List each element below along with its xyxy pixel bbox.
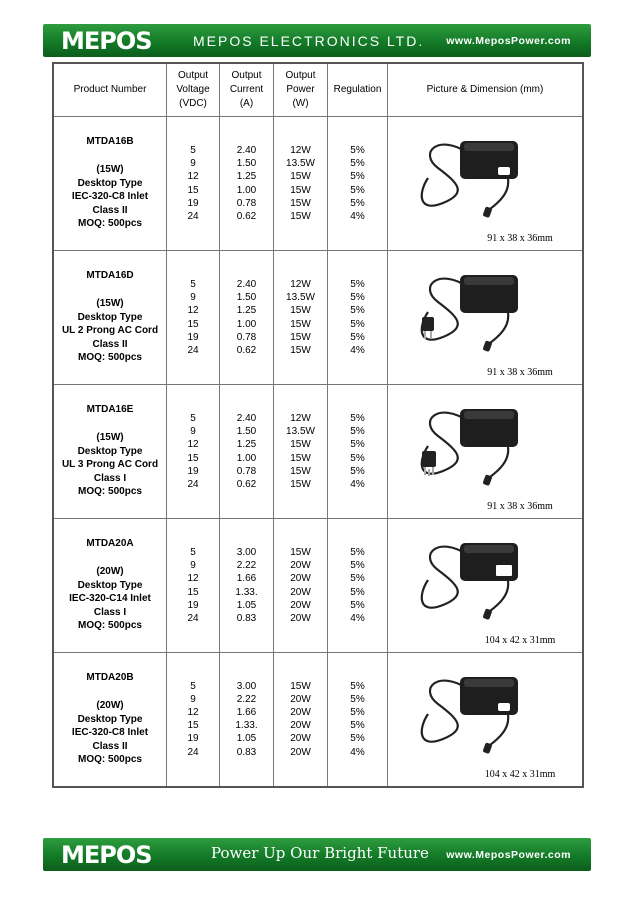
voltage-value: 15 <box>187 184 199 196</box>
current-value: 2.22 <box>236 560 257 572</box>
product-detail: (20W) <box>96 700 124 711</box>
adapter-c14-photo <box>388 519 582 652</box>
current-value: 1.05 <box>236 599 257 611</box>
product-cell <box>53 385 167 519</box>
power-value: 20W <box>290 573 311 585</box>
product-detail: Desktop Type <box>77 445 143 457</box>
mepos-logo <box>61 27 152 54</box>
header-text: Current <box>229 84 264 95</box>
power-value: 15W <box>290 439 311 451</box>
mepos-logo <box>61 841 152 868</box>
voltage-cell <box>167 385 220 519</box>
current-cell <box>220 653 274 787</box>
power-cell <box>274 117 328 251</box>
voltage-value: 15 <box>187 586 199 598</box>
company-title: MEPOS ELECTRONICS LTD. <box>193 33 425 49</box>
current-value: 1.33. <box>235 720 258 732</box>
product-detail: MOQ: 500pcs <box>78 486 142 498</box>
product-detail: IEC-320-C14 Inlet <box>69 593 151 605</box>
picture-cell <box>388 653 584 787</box>
current-cell <box>220 117 274 251</box>
voltage-value: 12 <box>187 305 199 317</box>
power-value: 15W <box>290 184 311 196</box>
col-product <box>53 63 167 117</box>
current-value: 0.78 <box>236 331 257 343</box>
power-value: 15W <box>290 680 311 692</box>
voltage-value: 19 <box>187 465 199 477</box>
voltage-value: 19 <box>187 599 199 611</box>
voltage-value: 19 <box>187 197 199 209</box>
regulation-value: 5% <box>350 171 365 183</box>
current-value: 0.78 <box>236 465 257 477</box>
regulation-value: 4% <box>350 210 365 222</box>
regulation-value: 5% <box>350 720 365 732</box>
current-value: 2.40 <box>236 412 257 424</box>
product-detail: IEC-320-C8 Inlet <box>71 191 149 203</box>
regulation-value: 5% <box>350 707 365 719</box>
current-value: 1.00 <box>236 452 257 464</box>
voltage-value: 9 <box>190 292 196 304</box>
regulation-value: 5% <box>350 331 365 343</box>
power-value: 13.5W <box>286 292 315 304</box>
power-value: 12W <box>290 278 311 290</box>
power-value: 20W <box>290 560 311 572</box>
product-cell <box>53 117 167 251</box>
col-current <box>220 63 274 117</box>
current-value: 2.40 <box>236 278 257 290</box>
product-cell <box>53 251 167 385</box>
product-detail: (15W) <box>96 432 124 444</box>
current-value: 3.00 <box>236 680 257 692</box>
current-cell <box>220 385 274 519</box>
regulation-value: 5% <box>350 426 365 438</box>
header-text: Output <box>177 70 209 81</box>
regulation-value: 5% <box>350 573 365 585</box>
power-value: 20W <box>290 693 311 705</box>
dimension-label: 91 x 38 x 36mm <box>487 501 553 512</box>
dimension-label: 104 x 42 x 31mm <box>484 635 556 646</box>
product-detail: MOQ: 500pcs <box>78 218 142 230</box>
power-value: 15W <box>290 197 311 209</box>
product-detail: MOQ: 500pcs <box>78 620 142 632</box>
current-value: 0.83 <box>236 612 257 624</box>
voltage-cell <box>167 519 220 653</box>
regulation-cell <box>328 117 388 251</box>
voltage-value: 9 <box>190 426 196 438</box>
product-detail: UL 3 Prong AC Cord <box>61 459 159 471</box>
voltage-value: 12 <box>187 439 199 451</box>
header-text: Output <box>231 70 262 81</box>
dimension-label: 104 x 42 x 31mm <box>484 768 556 780</box>
regulation-value: 5% <box>350 197 365 209</box>
voltage-value: 5 <box>190 546 196 558</box>
current-value: 1.50 <box>236 426 257 438</box>
regulation-value: 5% <box>350 439 365 451</box>
regulation-cell <box>328 251 388 385</box>
current-value: 1.05 <box>236 733 257 745</box>
header-text: (A) <box>239 98 254 109</box>
regulation-value: 5% <box>350 680 365 692</box>
power-value: 15W <box>290 546 311 558</box>
voltage-value: 5 <box>190 278 196 290</box>
product-detail: IEC-320-C8 Inlet <box>71 727 149 738</box>
voltage-value: 15 <box>187 452 199 464</box>
picture-cell <box>388 251 584 385</box>
power-value: 15W <box>290 171 311 183</box>
regulation-value: 5% <box>350 318 365 330</box>
regulation-value: 5% <box>350 184 365 196</box>
power-cell <box>274 653 328 787</box>
voltage-cell <box>167 251 220 385</box>
table-row <box>53 117 583 251</box>
header-text: Regulation <box>333 84 382 95</box>
model-number: MTDA16B <box>86 136 134 148</box>
power-value: 13.5W <box>286 158 315 170</box>
current-value: 1.33. <box>235 586 258 598</box>
current-value: 1.00 <box>236 318 257 330</box>
power-value: 12W <box>290 412 311 424</box>
voltage-value: 12 <box>187 171 199 183</box>
power-value: 20W <box>290 599 311 611</box>
adapter-c8-photo <box>388 653 582 786</box>
model-number: MTDA20B <box>86 672 134 683</box>
voltage-cell <box>167 653 220 787</box>
adapter-3prong-photo <box>388 385 582 518</box>
power-value: 12W <box>290 144 311 156</box>
picture-cell <box>388 519 584 653</box>
product-detail: (15W) <box>96 298 124 310</box>
slogan: Power Up Our Bright Future <box>211 844 429 862</box>
product-detail: Class II <box>92 338 128 350</box>
header-text: Output <box>285 70 316 81</box>
power-cell <box>274 251 328 385</box>
current-value: 0.62 <box>236 478 257 490</box>
col-power <box>274 63 328 117</box>
power-value: 15W <box>290 210 311 222</box>
voltage-value: 12 <box>187 707 199 719</box>
voltage-value: 24 <box>187 612 199 624</box>
header-text: (VDC) <box>179 98 207 109</box>
regulation-value: 4% <box>350 478 365 490</box>
voltage-value: 5 <box>190 412 196 424</box>
power-value: 20W <box>290 612 311 624</box>
current-value: 2.22 <box>236 693 257 705</box>
product-detail: Class II <box>92 204 128 216</box>
power-value: 13.5W <box>286 426 315 438</box>
regulation-value: 5% <box>350 599 365 611</box>
logo-text: MEPOS <box>61 840 152 869</box>
header-text: (W) <box>292 98 309 109</box>
model-number: MTDA16E <box>86 404 134 416</box>
regulation-value: 5% <box>350 452 365 464</box>
power-value: 15W <box>290 318 311 330</box>
dimension-label: 91 x 38 x 36mm <box>487 233 553 244</box>
col-picture <box>388 63 584 117</box>
power-value: 15W <box>290 478 311 490</box>
spec-table <box>52 62 584 788</box>
power-value: 15W <box>290 465 311 477</box>
product-detail: MOQ: 500pcs <box>78 754 142 765</box>
power-value: 20W <box>290 707 311 719</box>
footer-banner <box>43 838 591 871</box>
logo-text: MEPOS <box>61 26 152 55</box>
model-number: MTDA20A <box>86 538 134 550</box>
header-text: Product Number <box>73 84 147 95</box>
voltage-value: 5 <box>190 680 196 692</box>
voltage-value: 24 <box>187 344 199 356</box>
table-row <box>53 653 583 787</box>
voltage-value: 19 <box>187 331 199 343</box>
regulation-value: 5% <box>350 586 365 598</box>
current-value: 1.25 <box>236 171 257 183</box>
regulation-value: 4% <box>350 612 365 624</box>
regulation-cell <box>328 385 388 519</box>
voltage-value: 24 <box>187 210 199 222</box>
power-value: 20W <box>290 746 311 758</box>
dimension-label: 91 x 38 x 36mm <box>487 367 553 378</box>
product-detail: Class I <box>93 472 127 484</box>
voltage-value: 5 <box>190 144 196 156</box>
voltage-value: 24 <box>187 478 199 490</box>
current-value: 0.62 <box>236 210 257 222</box>
power-value: 20W <box>290 733 311 745</box>
header-text: Power <box>286 84 315 95</box>
power-value: 20W <box>290 586 311 598</box>
power-value: 15W <box>290 305 311 317</box>
regulation-value: 5% <box>350 546 365 558</box>
voltage-value: 9 <box>190 560 196 572</box>
product-detail: UL 2 Prong AC Cord <box>61 325 159 337</box>
power-value: 15W <box>290 452 311 464</box>
power-value: 15W <box>290 331 311 343</box>
current-value: 1.66 <box>236 573 257 585</box>
voltage-value: 9 <box>190 158 196 170</box>
voltage-value: 19 <box>187 733 199 745</box>
voltage-value: 15 <box>187 318 199 330</box>
header-text: Picture & Dimension (mm) <box>426 84 544 95</box>
product-detail: Desktop Type <box>77 713 143 725</box>
adapter-2prong-photo <box>388 251 582 384</box>
current-value: 3.00 <box>236 546 257 558</box>
regulation-cell <box>328 653 388 787</box>
regulation-value: 5% <box>350 465 365 477</box>
current-cell <box>220 251 274 385</box>
regulation-value: 5% <box>350 158 365 170</box>
regulation-cell <box>328 519 388 653</box>
power-value: 20W <box>290 720 311 732</box>
col-voltage <box>167 63 220 117</box>
voltage-cell <box>167 117 220 251</box>
regulation-value: 5% <box>350 560 365 572</box>
model-number: MTDA16D <box>86 270 134 282</box>
adapter-c8-photo <box>388 117 582 250</box>
picture-cell <box>388 117 584 251</box>
header-banner <box>43 24 591 57</box>
table-row <box>53 385 583 519</box>
voltage-value: 12 <box>187 573 199 585</box>
regulation-value: 5% <box>350 733 365 745</box>
product-detail: (20W) <box>96 566 124 578</box>
current-value: 1.00 <box>236 184 257 196</box>
voltage-value: 15 <box>187 720 199 732</box>
regulation-value: 5% <box>350 144 365 156</box>
table-row <box>53 251 583 385</box>
current-cell <box>220 519 274 653</box>
picture-cell <box>388 385 584 519</box>
current-value: 1.25 <box>236 305 257 317</box>
power-cell <box>274 519 328 653</box>
power-value: 15W <box>290 344 311 356</box>
regulation-value: 5% <box>350 305 365 317</box>
current-value: 1.25 <box>236 439 257 451</box>
current-value: 1.50 <box>236 292 257 304</box>
current-value: 2.40 <box>236 144 257 156</box>
product-detail: Desktop Type <box>77 177 143 189</box>
product-detail: (15W) <box>96 164 124 176</box>
header-text: Voltage <box>176 84 210 95</box>
product-detail: Desktop Type <box>77 311 143 323</box>
website-link[interactable]: www.MeposPower.com <box>446 849 571 861</box>
product-cell <box>53 653 167 787</box>
product-detail: Class II <box>92 740 128 752</box>
website-link[interactable]: www.MeposPower.com <box>446 35 571 47</box>
col-regulation <box>328 63 388 117</box>
regulation-value: 4% <box>350 746 365 758</box>
current-value: 0.78 <box>236 197 257 209</box>
product-detail: MOQ: 500pcs <box>78 352 142 364</box>
current-value: 1.50 <box>236 158 257 170</box>
product-cell <box>53 519 167 653</box>
current-value: 0.62 <box>236 344 257 356</box>
regulation-value: 5% <box>350 278 365 290</box>
product-detail: Desktop Type <box>77 579 143 591</box>
power-cell <box>274 385 328 519</box>
table-header-row <box>53 63 583 117</box>
regulation-value: 5% <box>350 693 365 705</box>
voltage-value: 24 <box>187 746 199 758</box>
regulation-value: 5% <box>350 292 365 304</box>
current-value: 0.83 <box>236 746 257 758</box>
regulation-value: 4% <box>350 344 365 356</box>
voltage-value: 9 <box>190 693 196 705</box>
current-value: 1.66 <box>236 707 257 719</box>
table-row <box>53 519 583 653</box>
regulation-value: 5% <box>350 412 365 424</box>
product-detail: Class I <box>93 606 127 618</box>
